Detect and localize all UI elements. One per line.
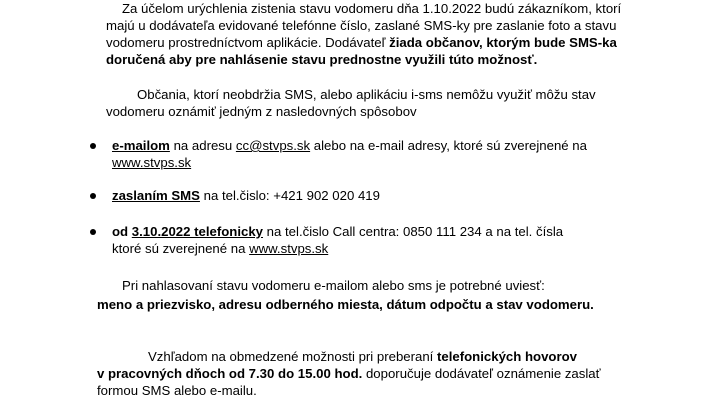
email-text1: na adresu (169, 138, 236, 153)
p2-line1: Občania, ktorí neobdržia SMS, alebo aplikáciu i-sms nemôžu využiť môžu stav (137, 87, 596, 102)
p4-line2-normal: doporučuje dodávateľ oznámenie zaslať (362, 366, 601, 381)
p4-line1-normal: Vzhľadom na obmedzené možnosti pri preberaní (148, 349, 438, 364)
phone-text: na tel.čislo Call centra: 0850 111 234 a na tel. čísla (263, 224, 564, 239)
bullet-sms-line (112, 187, 380, 204)
email-website-link[interactable]: www.stvps.sk (112, 155, 192, 170)
p3-line2: meno a priezvisko, adresu odberného miesta, dátum odpočtu a stav vodomeru. (97, 297, 594, 312)
p4-line1-bold: telefonických hovorov (437, 349, 577, 364)
p1-line1: Za účelom urýchlenia zistenia stavu vodomeru dňa 1.10.2022 budú zákazníkom, ktorí (122, 1, 622, 16)
phone-prefix: od (112, 224, 132, 239)
phone-line2-text: ktoré sú zverejnené na (112, 241, 250, 256)
sms-label: zaslaním SMS (112, 188, 200, 203)
p4-line3: formou SMS alebo e-mailu. (97, 383, 257, 398)
bullet-email-line1 (112, 137, 587, 154)
p1-line3-bold: žiada občanov, ktorým bude SMS-ka (389, 35, 617, 50)
p1-line3 (106, 34, 617, 51)
email-address-link[interactable]: cc@stvps.sk (235, 138, 311, 153)
bullet-phone-line1 (112, 223, 563, 240)
bullet-phone-line2 (112, 240, 328, 257)
p1-line3-normal: vodomeru prostredníctvom aplikácie. Dodávateľ (106, 35, 390, 50)
p4-line1 (148, 348, 577, 365)
p4-line2 (97, 365, 601, 382)
p1-line4: doručená aby pre nahlásenie stavu prednostne využili túto možnosť. (106, 52, 538, 67)
bullet-phone (90, 229, 96, 235)
p4-line2-bold: v pracovných dňoch od 7.30 do 15.00 hod. (97, 366, 363, 381)
email-text2: alebo na e-mail adresy, ktoré sú zverejnené na (310, 138, 587, 153)
phone-label: 3.10.2022 telefonicky (131, 224, 264, 239)
p1-line2: majú u dodávateľa evidované telefónne číslo, zaslané SMS-ky pre zaslanie foto a stavu (106, 18, 617, 33)
bullet-sms (90, 193, 96, 199)
email-label: e-mailom (112, 138, 170, 153)
p3-line1: Pri nahlasovaní stavu vodomeru e-mailom alebo sms je potrebné uviesť: (122, 278, 545, 293)
phone-website-link[interactable]: www.stvps.sk (249, 241, 329, 256)
bullet-email-line2 (112, 154, 191, 171)
bullet-email (90, 143, 96, 149)
sms-text: na tel.čislo: +421 902 020 419 (199, 188, 380, 203)
p2-line2: vodomeru oznámiť jedným z nasledovných spôsobov (106, 104, 417, 119)
